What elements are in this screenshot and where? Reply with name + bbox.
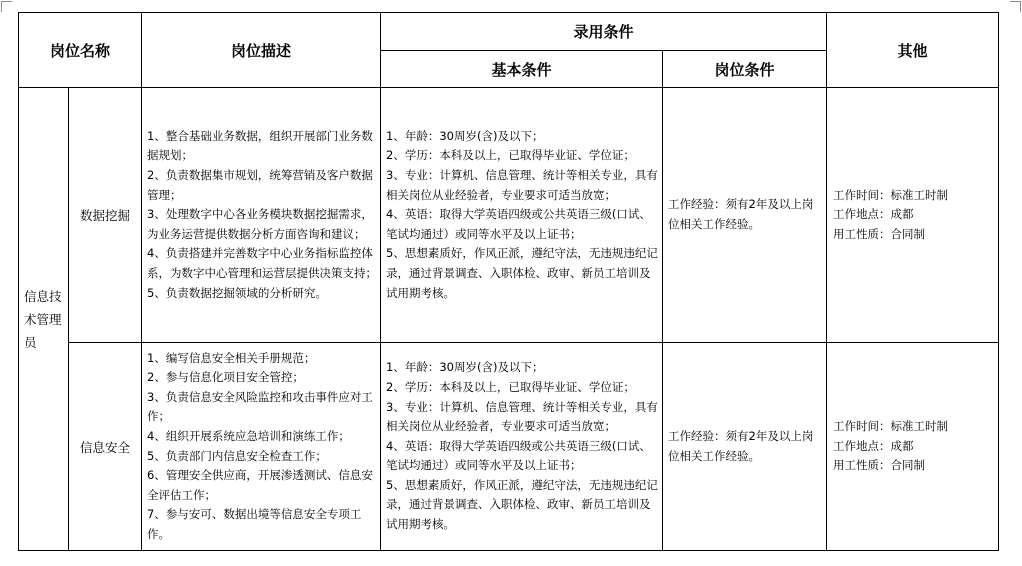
list-item: 5、负责部门内信息安全检查工作；: [147, 448, 327, 463]
list-item: 3、专业：计算机、信息管理、统计等相关专业，具有相关岗位从业经验者，专业要求可适当放宽；: [386, 399, 658, 434]
header-basic-conditions: 基本条件: [381, 51, 663, 88]
recruitment-table: [18, 12, 999, 551]
page-corner-mark-right: [1010, 1, 1021, 12]
list-item: 4、组织开展系统应急培训和演练工作；: [147, 428, 350, 443]
list-item: 5、负责数据挖掘领域的分析研究。: [147, 285, 327, 300]
list-item: 3、专业：计算机、信息管理、统计等相关专业，具有相关岗位从业经验者，专业要求可适当放宽；: [386, 168, 658, 202]
table-row: [19, 343, 999, 551]
header-position-name: 岗位名称: [19, 13, 142, 88]
list-item: 工作时间：标准工时制: [833, 419, 949, 434]
position-cell: 信息安全: [69, 343, 142, 551]
list-item: 用工性质：合同制: [833, 458, 926, 473]
header-position-conditions: 岗位条件: [663, 51, 827, 88]
list-item: 2、学历：本科及以上，已取得毕业证、学位证；: [386, 148, 635, 163]
list-item: 1、整合基础业务数据，组织开展部门业务数据规划；: [147, 128, 373, 163]
list-item: 3、负责信息安全风险监控和攻击事件应对工作；: [147, 389, 373, 424]
list-item: 2、参与信息化项目安全管控；: [147, 370, 304, 385]
list-item: 工作地点：成都: [833, 207, 914, 222]
list-item: 1、年龄：30周岁(含)及以下；: [386, 360, 544, 375]
list-item: 2、负责数据集市规划，统筹营销及客户数据管理；: [147, 168, 373, 202]
description-cell: [142, 88, 381, 343]
position-cell: 数据挖掘: [69, 88, 142, 343]
basic-conditions-cell: [381, 343, 663, 551]
page-corner-mark-left: [1, 1, 12, 12]
list-item: 2、学历：本科及以上，已取得毕业证、学位证；: [386, 379, 635, 394]
description-cell: [142, 343, 381, 551]
other-cell: [827, 88, 999, 343]
list-item: 4、英语：取得大学英语四级或公共英语三级(口试、笔试均通过）或同等水平及以上证书；: [386, 207, 651, 241]
list-item: 1、年龄：30周岁(含)及以下；: [386, 128, 544, 143]
list-item: 5、思想素质好，作风正派，遵纪守法，无违规违纪记录，通过背景调查、入职体检、政审、新员工培训及试用期考核。: [386, 246, 658, 300]
list-item: 用工性质：合同制: [833, 226, 926, 241]
position-conditions-cell: 工作经验：须有2年及以上岗位相关工作经验。: [663, 88, 827, 343]
list-item: 4、负责搭建并完善数字中心业务指标监控体系，为数字中心管理和运营层提供决策支持；: [147, 246, 378, 280]
basic-conditions-cell: [381, 88, 663, 343]
list-item: 7、参与安可、数据出境等信息安全专项工作。: [147, 507, 362, 541]
list-item: 工作时间：标准工时制: [833, 187, 949, 202]
list-item: 1、编写信息安全相关手册规范；: [147, 350, 316, 365]
other-cell: [827, 343, 999, 551]
list-item: 3、处理数字中心各业务模块数据挖掘需求，为业务运营提供数据分析方面咨询和建议；: [147, 207, 373, 241]
category-cell: [19, 88, 69, 551]
header-other: 其他: [827, 13, 999, 88]
list-item: 4、英语：取得大学英语四级或公共英语三级(口试、笔试均通过）或同等水平及以上证书；: [386, 438, 651, 473]
position-conditions-cell: 工作经验：须有2年及以上岗位相关工作经验。: [663, 343, 827, 551]
list-item: 6、管理安全供应商，开展渗透测试、信息安全评估工作；: [147, 468, 373, 502]
table-row: [19, 88, 999, 343]
category-label: 信息技术管理员: [24, 288, 62, 350]
list-item: 工作地点：成都: [833, 438, 914, 453]
header-hiring-conditions: 录用条件: [381, 13, 827, 51]
list-item: 5、思想素质好，作风正派，遵纪守法，无违规违纪记录，通过背景调查、入职体检、政审、新员工培训及试用期考核。: [386, 477, 658, 532]
header-position-description: 岗位描述: [142, 13, 381, 88]
